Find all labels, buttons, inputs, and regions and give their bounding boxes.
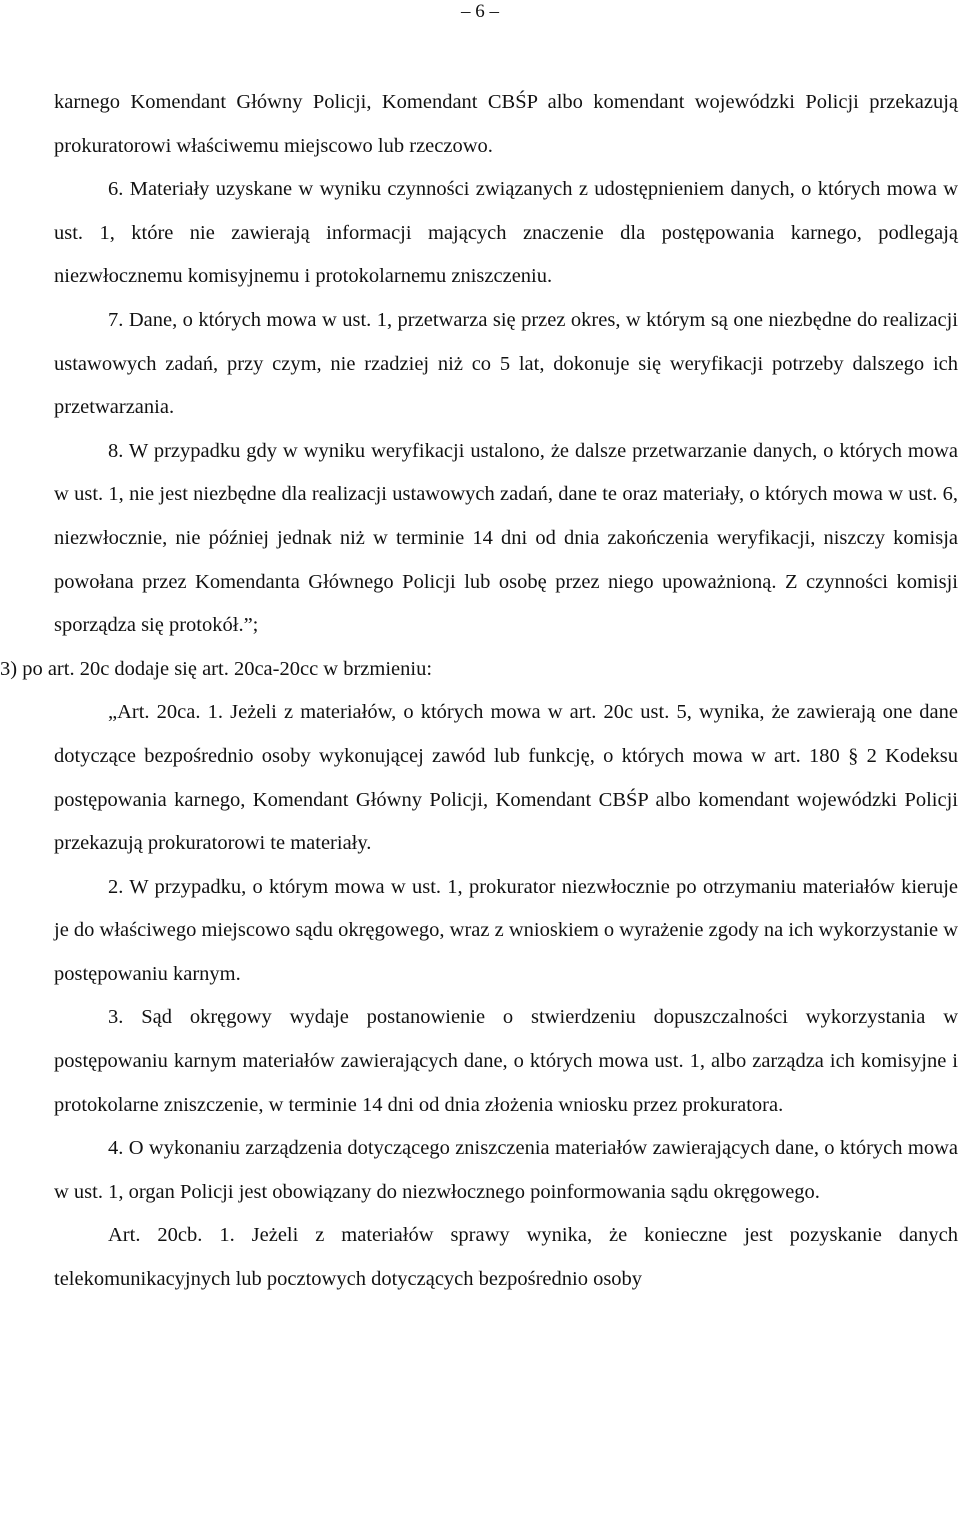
paragraph-6: 6. Materiały uzyskane w wyniku czynności związanych z udostępnieniem danych, o których mowa w ust. 1, które nie zawierają informacji mających znaczenie dla postępowania karnego, podlegają niezwłocznemu komisyjnemu i protokolarnemu zniszczeniu.: [54, 178, 958, 288]
paragraph-art-20ca-2: 2. W przypadku, o którym mowa w ust. 1, prokurator niezwłocznie po otrzymaniu materiałów kieruje je do właściwego miejscowo sądu okręgowego, wraz z wnioskiem o wyrażenie zgody na ich wykorzystanie w postępowaniu karnym.: [54, 875, 959, 985]
document-body: [0, 81, 959, 1302]
paragraph-7: 7. Dane, o których mowa w ust. 1, przetwarza się przez okres, w którym są one niezbędne do realizacji ustawowych zadań, przy czym, nie rzadziej niż co 5 lat, dokonuje się weryfikacji potrzeby dalszego ich przetwarzania.: [54, 308, 958, 419]
paragraph-art-20ca-1: „Art. 20ca. 1. Jeżeli z materiałów, o których mowa w art. 20c ust. 5, wynika, że zawierają one dane dotyczące bezpośrednio osoby wykonującej zawód lub funkcję, o których mowa w art. 180 § 2 Kodeksu postępowania karnego, Komendant Główny Policji, Komendant CBŚP albo komendant wojewódzki Policji przekazują prokuratorowi te materiały.: [54, 701, 958, 855]
paragraph-art-20ca-4: 4. O wykonaniu zarządzenia dotyczącego zniszczenia materiałów zawierających dane, o których mowa w ust. 1, organ Policji jest obowiązany do niezwłocznego poinformowania sądu okręgowego.: [54, 1137, 958, 1203]
page-number: – 6 –: [461, 1, 499, 22]
paragraph-continuation: karnego Komendant Główny Policji, Komendant CBŚP albo komendant wojewódzki Policji przekazują prokuratorowi właściwemu miejscowo lub rzeczowo.: [54, 91, 958, 157]
paragraph-8: 8. W przypadku gdy w wyniku weryfikacji ustalono, że dalsze przetwarzanie danych, o których mowa w ust. 1, nie jest niezbędne dla realizacji ustawowych zadań, dane te oraz materiały, o których mowa w ust. 6, niezwłocznie, nie później jednak niż w terminie 14 dni od dnia zakończenia weryfikacji, niszczy komisja powołana przez Komendanta Głównego Policji lub osobę przez niego upoważnioną. Z czynności komisji sporządza się protokół.”;: [54, 439, 958, 637]
paragraph-art-20ca-3: 3. Sąd okręgowy wydaje postanowienie o stwierdzeniu dopuszczalności wykorzystania w postępowaniu karnym materiałów zawierających dane, o których mowa ust. 1, albo zarządza ich komisyjne i protokolarne zniszczenie, w terminie 14 dni od dnia złożenia wniosku przez prokuratora.: [54, 1006, 958, 1116]
paragraph-point-3: 3) po art. 20c dodaje się art. 20ca-20cc w brzmieniu:: [0, 657, 433, 680]
paragraph-art-20cb-1: Art. 20cb. 1. Jeżeli z materiałów sprawy wynika, że konieczne jest pozyskanie danych telekomunikacyjnych lub pocztowych dotyczących bezpośrednio osoby: [54, 1224, 958, 1291]
